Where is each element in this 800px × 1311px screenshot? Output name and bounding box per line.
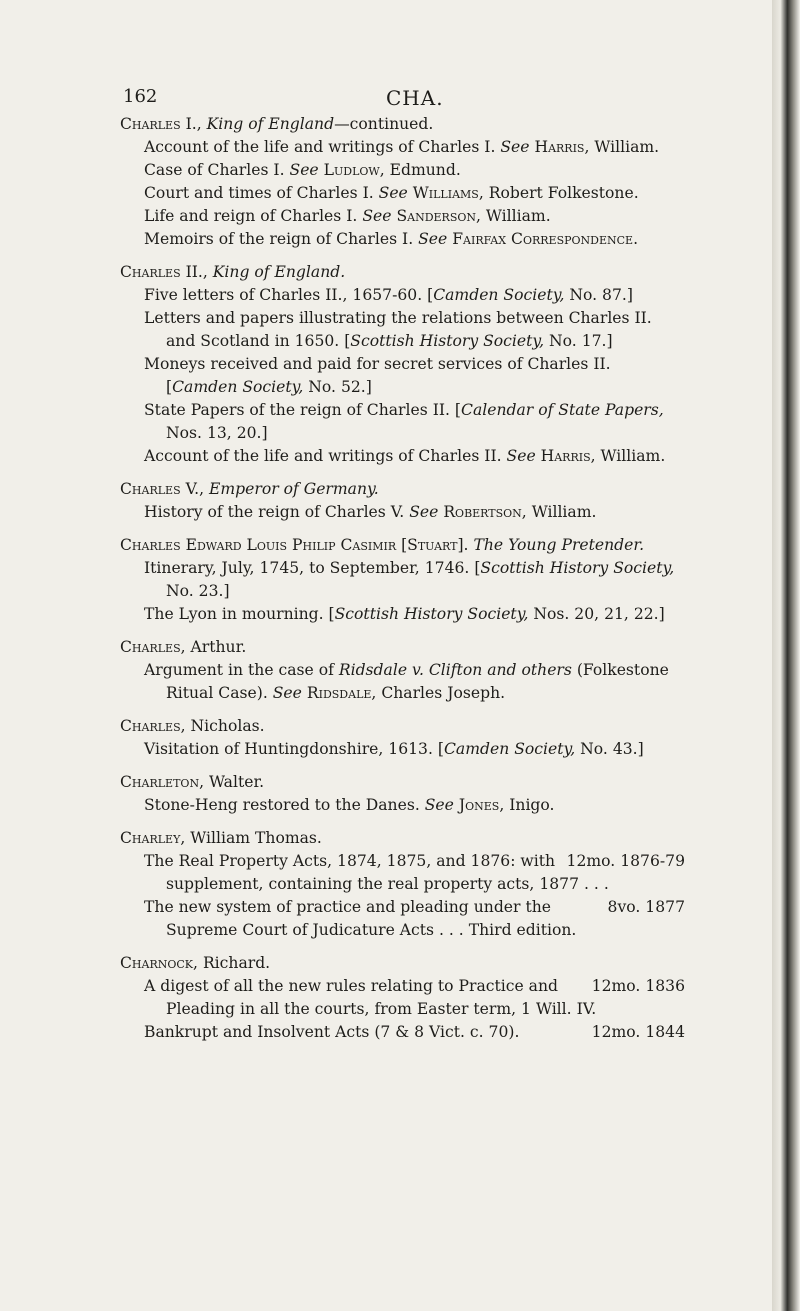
heading-tail: William Thomas. (185, 829, 322, 847)
heading-name: Charleton, (120, 773, 205, 791)
catalogue-entry (120, 534, 685, 626)
entry-heading (120, 478, 685, 501)
entry-heading (120, 113, 685, 136)
heading-name: Charnock, (120, 954, 198, 972)
heading-tail: Nicholas. (185, 717, 265, 735)
entry-title: Letters and papers illustrating the relations between Charles II. and Scotland in 1650. [Scottish History Society, No. 17.] (144, 309, 652, 350)
format-date: 12mo. 1876-79 (566, 852, 685, 870)
heading-description: King of England (201, 115, 335, 133)
entry-title: Stone-Heng restored to the Danes. See Jones, Inigo. (144, 796, 555, 814)
running-head: CHA. (386, 86, 444, 110)
entry-title: The Lyon in mourning. [Scottish History Society, Nos. 20, 21, 22.] (144, 605, 665, 623)
entry-title: 12mo. 1876-79 The Real Property Acts, 1874, 1875, and 1876: with supplement, containing the real property acts, 1877 . . . (144, 852, 685, 893)
heading-name: Charles I., (120, 115, 202, 133)
heading-description: The Young Pretender. (468, 536, 645, 554)
catalogue-entries (120, 113, 685, 1054)
entry-title: 12mo. 1844 Bankrupt and Insolvent Acts (7 & 8 Vict. c. 70). (144, 1021, 685, 1044)
heading-description: King of England. (207, 263, 346, 281)
heading-tail: —continued. (334, 115, 434, 133)
entry-title: 8vo. 1877 The new system of practice and pleading under the Supreme Court of Judicature Acts . . . Third edition. (144, 898, 685, 939)
entry-title: Court and times of Charles I. See Williams, Robert Folkestone. (144, 184, 639, 202)
entry-title: Moneys received and paid for secret services of Charles II. [Camden Society, No. 52.] (144, 355, 611, 396)
entry-heading (120, 636, 685, 659)
format-date: 8vo. 1877 (607, 898, 685, 916)
entry-title: Itinerary, July, 1745, to September, 1746. [Scottish History Society, No. 23.] (144, 559, 675, 600)
heading-tail: Richard. (197, 954, 271, 972)
heading-name: Charles Edward Louis Philip Casimir [Stuart]. (120, 536, 469, 554)
heading-tail: Arthur. (185, 638, 247, 656)
entry-title: Account of the life and writings of Charles II. See Harris, William. (144, 447, 666, 465)
catalogue-entry (120, 827, 685, 942)
entry-title: History of the reign of Charles V. See Robertson, William. (144, 503, 597, 521)
entry-title: Account of the life and writings of Charles I. See Harris, William. (144, 138, 660, 156)
entry-title: Argument in the case of Ridsdale v. Clifton and others (Folkestone Ritual Case). See Ridsdale, Charles Joseph. (144, 661, 669, 702)
catalogue-entry (120, 478, 685, 524)
catalogue-entry (120, 952, 685, 1044)
entry-heading (120, 534, 685, 557)
catalogue-entry (120, 261, 685, 468)
entry-heading (120, 771, 685, 794)
format-date: 12mo. 1844 (591, 1023, 685, 1041)
catalogue-entry (120, 113, 685, 251)
catalogue-entry (120, 771, 685, 817)
heading-name: Charles V., (120, 480, 205, 498)
entry-title: Five letters of Charles II., 1657-60. [Camden Society, No. 87.] (144, 286, 633, 304)
entry-title: Life and reign of Charles I. See Sanderson, William. (144, 207, 551, 225)
entry-heading (120, 827, 685, 850)
entry-title: Case of Charles I. See Ludlow, Edmund. (144, 161, 461, 179)
entry-title: Memoirs of the reign of Charles I. See Fairfax Correspondence. (144, 230, 639, 248)
entry-heading (120, 952, 685, 975)
entry-heading (120, 261, 685, 284)
format-date: 12mo. 1836 (591, 977, 685, 995)
entry-title: State Papers of the reign of Charles II. [Calendar of State Papers, Nos. 13, 20.] (144, 401, 664, 442)
heading-tail: Walter. (204, 773, 265, 791)
heading-name: Charles, (120, 638, 186, 656)
page-number: 162 (123, 86, 158, 107)
heading-name: Charles II., (120, 263, 208, 281)
catalogue-entry (120, 715, 685, 761)
heading-name: Charles, (120, 717, 186, 735)
catalogue-entry (120, 636, 685, 705)
entry-heading (120, 715, 685, 738)
entry-title: Visitation of Huntingdonshire, 1613. [Camden Society, No. 43.] (144, 740, 644, 758)
entry-title: 12mo. 1836 A digest of all the new rules relating to Practice and Pleading in all the courts, from Easter term, 1 Will. IV. (144, 977, 685, 1018)
heading-name: Charley, (120, 829, 186, 847)
heading-description: Emperor of Germany. (204, 480, 379, 498)
book-spine-edge (772, 0, 800, 1311)
